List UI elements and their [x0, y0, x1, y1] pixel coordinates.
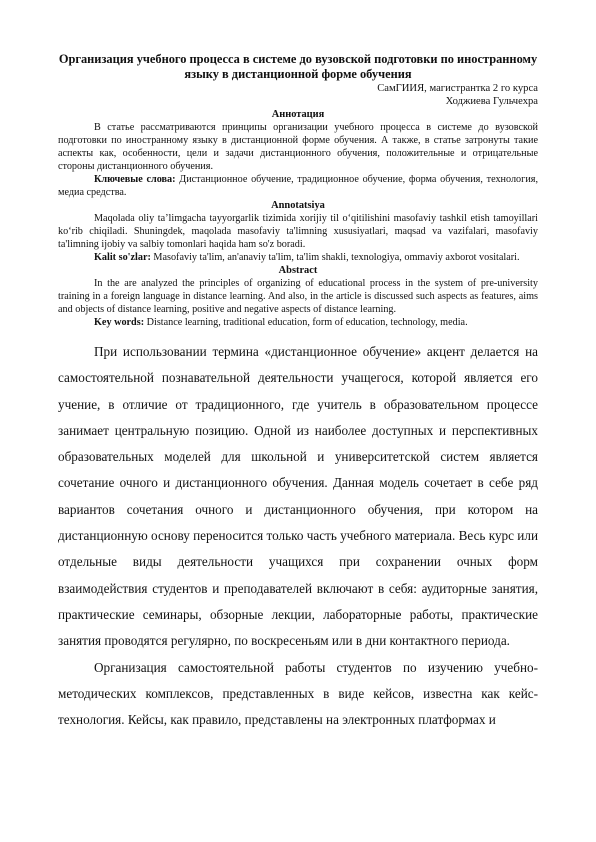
annotation-ru-text: В статье рассматриваются принципы организации учебного процесса в системе до вузовской подготовки по иностранному языку в дистанционной форме обучения. А также, в статье затронуты такие аспекты как, особенности, цели и задачи дистанционного обучения, положительные и отрицательные стороны дистанционного обучения.: [58, 122, 538, 172]
keywords-en: [58, 316, 538, 329]
body-paragraph-1: При использовании термина «дистанционное обучение» акцент делается на самостоятельной познавательной деятельности учащегося, которой является его учение, в отличие от традиционного, где учитель в образовательном процессе занимает центральную позицию. Одной из наиболее доступных и перспективных образовательных моделей для школьной и университетской систем является сочетание очного и дистанционного обучения. Данная модель сочетает в себе ряд вариантов сочетания очного и дистанционного обучения, при котором на дистанционную основу переносится только часть учебного материала. Весь курс или отдельные виды деятельности учащихся при сохранении очных форм взаимодействия студентов и преподавателей включают в себя: аудиторные занятия, практические семинары, обзорные лекции, лабораторные работы, практические занятия проводятся регулярно, по воскресеньям или в дни контактного периода.: [58, 344, 538, 649]
author-name: Ходжиева Гульчехра: [445, 96, 538, 107]
keywords-uz-label: Kalit so'zlar:: [94, 252, 151, 263]
keywords-en-text: Distance learning, traditional education, form of education, technology, media.: [144, 317, 468, 328]
keywords-ru-label: Ключевые слова:: [94, 174, 176, 185]
article-page: [58, 52, 538, 733]
annotation-uz-heading: Annotatsiya: [271, 200, 325, 211]
keywords-ru-text: Дистанционное обучение, традиционное обучение, форма обучения, технология, медиа средства.: [58, 174, 538, 198]
article-title: Организация учебного процесса в системе до вузовской подготовки по иностранному языку в дистанционной форме обучения: [58, 52, 538, 81]
abstract-en-text: In the are analyzed the principles of organizing of educational process in the system of pre-university training in a foreign language in distance learning. And also, in the article is discussed such aspects as features, aims and objects of distance learning, positive and negative aspects of distance learning.: [58, 278, 538, 315]
keywords-uz: [58, 251, 538, 264]
abstract-en-heading: Abstract: [278, 265, 318, 276]
keywords-en-label: Key words:: [94, 317, 145, 328]
body-paragraph-2: Организация самостоятельной работы студентов по изучению учебно-методических комплексов, представленных в виде кейсов, известна как кейс-технология. Кейсы, как правило, представлены на электронных платформах и: [58, 659, 538, 728]
author-affiliation: СамГИИЯ, магистрантка 2 го курса: [377, 83, 538, 94]
annotation-uz-text: Maqolada oliy ta’limgacha tayyorgarlik tizimida xorijiy til o‘qitilishini masofaviy tashkil etish tamoyillari ko‘rib chiqiladi. Shuningdek, maqolada masofaviy ta'limning xususiyatlari, maqsad va vazifalari, masofaviy ta'limning ijobiy va salbiy tomonlari haqida ham so'z boradi.: [58, 213, 538, 250]
keywords-ru: [58, 173, 538, 199]
annotation-ru-heading: Аннотация: [271, 109, 325, 120]
keywords-uz-text: Masofaviy ta'lim, an'anaviy ta'lim, ta'lim shakli, texnologiya, ommaviy axborot vositalari.: [150, 252, 520, 263]
section-gap: [58, 329, 538, 339]
